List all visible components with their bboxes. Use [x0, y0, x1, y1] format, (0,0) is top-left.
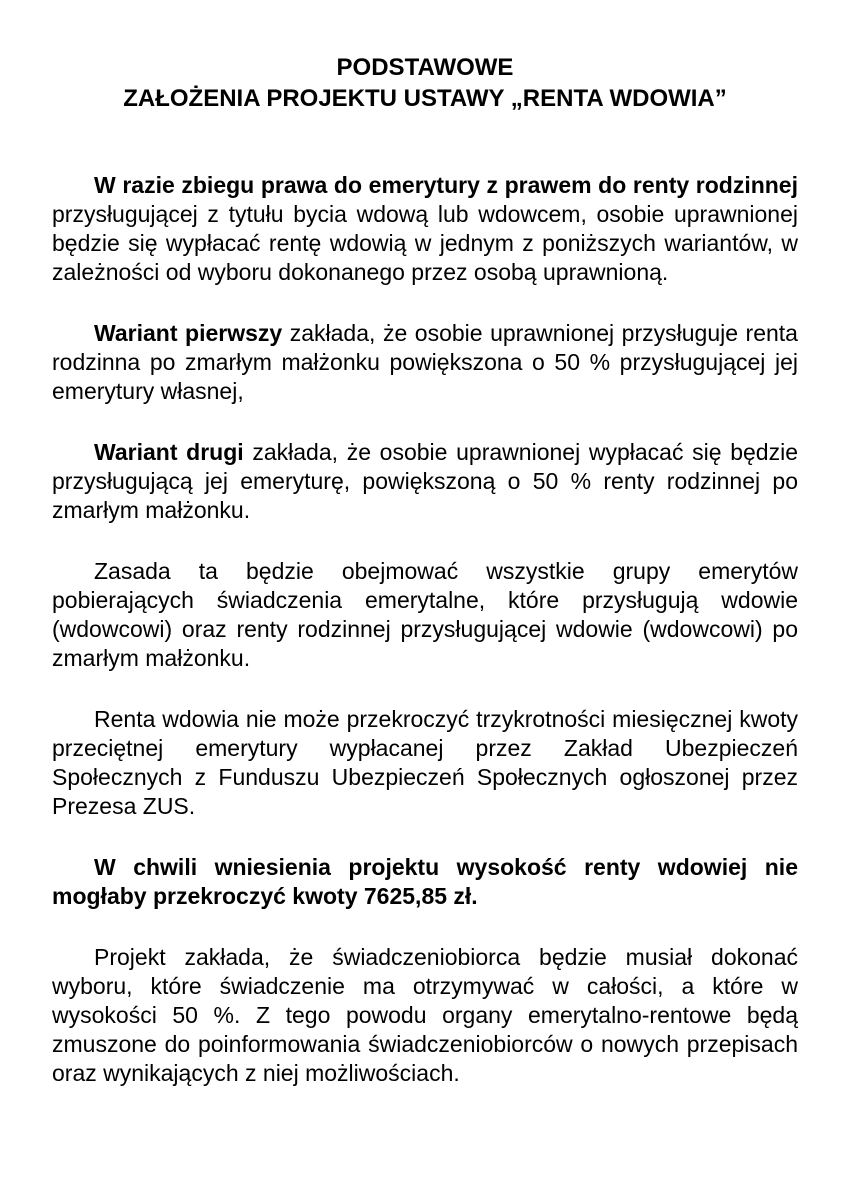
- document-title: [52, 52, 798, 114]
- paragraph-variant-one: [52, 319, 798, 406]
- paragraph-scope: [52, 557, 798, 673]
- title-line-2: ZAŁOŻENIA PROJEKTU USTAWY „RENTA WDOWIA”: [123, 85, 727, 112]
- paragraph-variant-one-text: zakłada, że osobie uprawnionej przysługuje renta rodzinna po zmarłym małżonku powiększona o 50 % przysługującej jej emerytury własnej,: [52, 320, 798, 404]
- paragraph-limit-text: Renta wdowia nie może przekroczyć trzykrotności miesięcznej kwoty przeciętnej emerytury wypłacanej przez Zakład Ubezpieczeń Społecznych z Funduszu Ubezpieczeń Społecznych ogłoszonej przez Prezesa ZUS.: [52, 706, 798, 819]
- title-line-1: PODSTAWOWE: [336, 54, 514, 81]
- paragraph-choice-text: Projekt zakłada, że świadczeniobiorca będzie musiał dokonać wyboru, które świadczenie ma otrzymywać w całości, a które w wysokości 50 %. Z tego powodu organy emerytalno-rentowe będą zmuszone do poinformowania świadczeniobiorców o nowych przepisach oraz wynikających z niej możliwościach.: [52, 944, 798, 1086]
- paragraph-choice: [52, 943, 798, 1088]
- document-page: [52, 52, 798, 1088]
- paragraph-variant-two: [52, 438, 798, 525]
- paragraph-variant-one-bold: Wariant pierwszy: [94, 320, 283, 346]
- paragraph-intro-bold: W razie zbiegu prawa do emerytury z prawem do renty rodzinnej: [94, 172, 798, 198]
- paragraph-intro: [52, 171, 798, 287]
- paragraph-intro-text: przysługującej z tytułu bycia wdową lub wdowcem, osobie uprawnionej będzie się wypłacać rentę wdowią w jednym z poniższych wariantów, w zależności od wyboru dokonanego przez osobą uprawnioną.: [52, 201, 798, 285]
- paragraph-amount-bold: W chwili wniesienia projektu wysokość renty wdowiej nie mogłaby przekroczyć kwoty 7625,85 zł.: [52, 854, 798, 909]
- paragraph-amount: [52, 853, 798, 911]
- paragraph-scope-text: Zasada ta będzie obejmować wszystkie grupy emerytów pobierających świadczenia emerytalne, które przysługują wdowie (wdowcowi) oraz renty rodzinnej przysługującej wdowie (wdowcowi) po zmarłym małżonku.: [52, 558, 798, 671]
- paragraph-variant-two-text: zakłada, że osobie uprawnionej wypłacać się będzie przysługującą jej emeryturę, powiększoną o 50 % renty rodzinnej po zmarłym małżonku.: [52, 439, 799, 523]
- paragraph-variant-two-bold: Wariant drugi: [94, 439, 244, 465]
- paragraph-limit: [52, 705, 798, 821]
